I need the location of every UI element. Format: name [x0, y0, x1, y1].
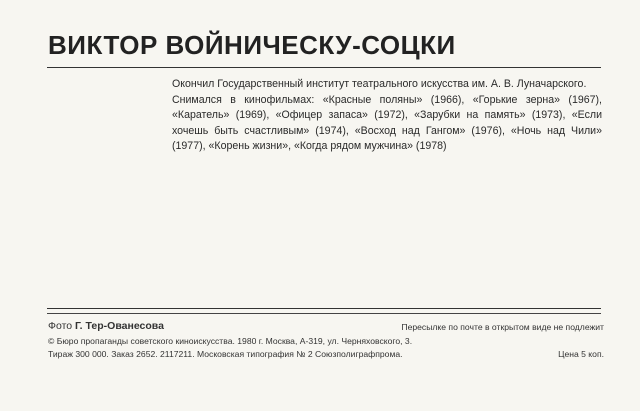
- filmography-paragraph: Снимался в кинофильмах: «Красные поляны» (1966), «Горькие зерна» (1967), «Каратель» (1969), «Офицер запаса» (1972), «Зарубки на память» (1973), «Если хочешь быть счастливым» (1974), «Восход над Гангом» (1976), «Ночь над Чили» (1977), «Корень жизни», «Когда рядом мужчина» (1978): [172, 93, 602, 153]
- actor-name-title: ВИКТОР ВОЙНИЧЕСКУ-СОЦКИ: [48, 30, 456, 60]
- price-label: Цена 5 коп.: [558, 349, 604, 359]
- print-info: Тираж 300 000. Заказ 2652. 2117211. Московская типография № 2 Союзполиграфпрома.: [48, 349, 403, 359]
- mail-restriction-note: Пересылке по почте в открытом виде не подлежит: [401, 322, 604, 332]
- footer-row-photo: [48, 320, 604, 332]
- photographer-name: Г. Тер-Ованесова: [75, 320, 164, 332]
- photo-label: Фото: [48, 320, 73, 332]
- actor-biography: [172, 77, 602, 155]
- bottom-divider-thick: [47, 308, 601, 309]
- education-paragraph: Окончил Государственный институт театрального искусства им. А. В. Луначарского.: [172, 78, 587, 90]
- footer-row-print: [48, 349, 604, 359]
- bottom-divider-thin: [47, 313, 601, 314]
- top-divider: [47, 67, 601, 68]
- publisher-line: © Бюро пропаганды советского киноискусства. 1980 г. Москва, А-319, ул. Черняховского, 3.: [48, 336, 413, 346]
- photo-credit: [48, 320, 164, 332]
